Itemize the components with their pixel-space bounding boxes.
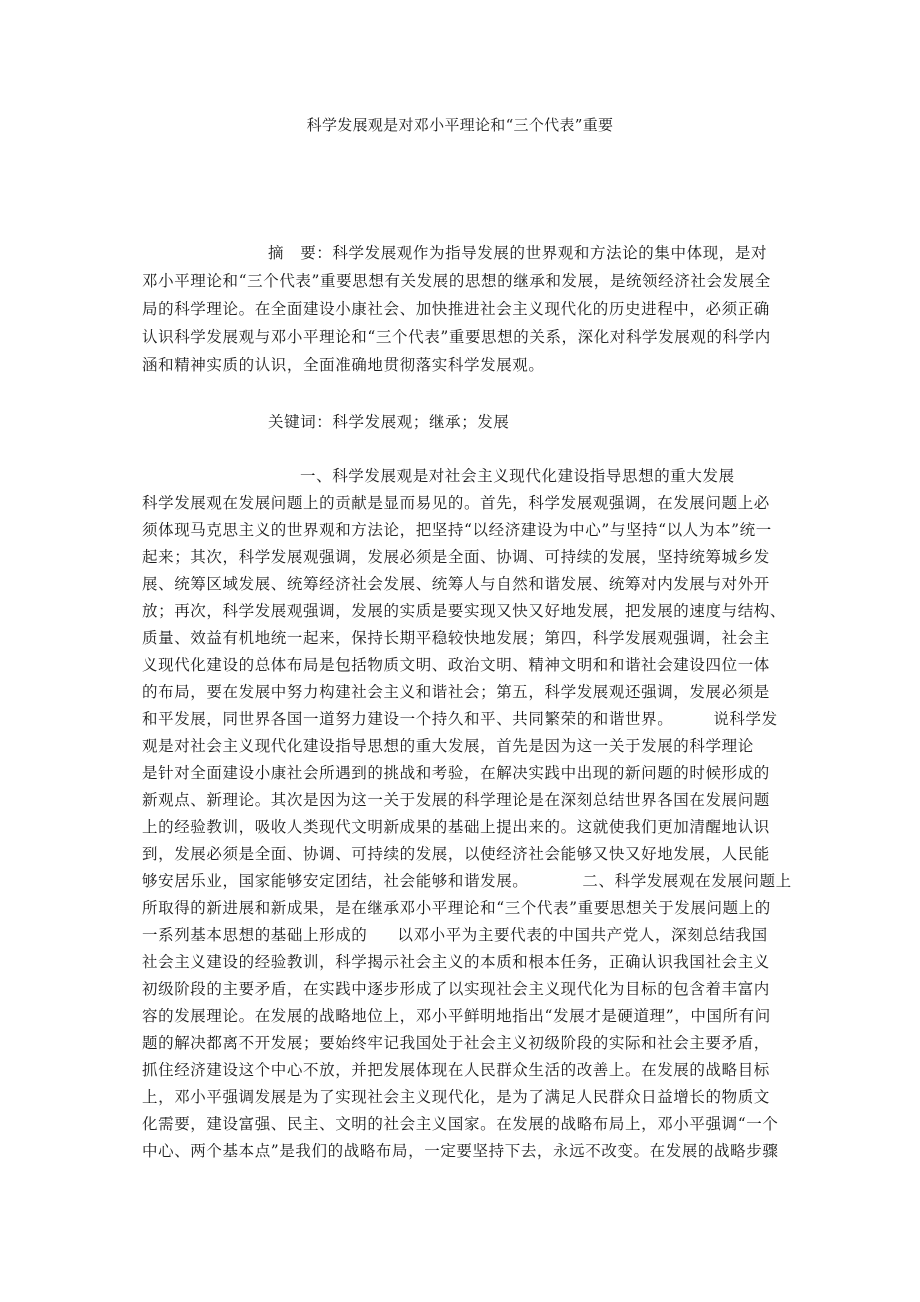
body-segment: 以邓小平为主要代表的中国共产党人，深刻总结我国 xyxy=(397,926,768,944)
body-line: 容的发展理论。在发展的战略地位上，邓小平鲜明地指出“发展才是硬道理”，中国所有问 xyxy=(142,1007,771,1025)
abstract-line-2: 邓小平理论和“三个代表”重要思想有关发展的思想的继承和发展，是统领经济社会发展全 xyxy=(142,272,771,290)
body-line: 须体现马克思主义的世界观和方法论，把坚持“以经济建设为中心”与坚持“以人为本”统一 xyxy=(142,521,772,539)
body-segment: 够安居乐业，国家能够安定团结，社会能够和谐发展。 xyxy=(142,872,529,890)
section-heading-2: 二、科学发展观在发展问题上 xyxy=(582,872,792,890)
body-segment: 说科学发 xyxy=(713,710,778,728)
body-line: 起来；其次，科学发展观强调，发展必须是全面、协调、可持续的发展，坚持统筹城乡发 xyxy=(142,548,770,566)
body-line: 观是对社会主义现代化建设指导思想的重大发展，首先是因为这一关于发展的科学理论 xyxy=(142,737,754,755)
page-title: 科学发展观是对邓小平理论和“三个代表”重要 xyxy=(306,116,614,134)
body-line-mixed xyxy=(142,706,778,732)
body-line: 放；再次，科学发展观强调，发展的实质是要实现又快又好地发展，把发展的速度与结构、 xyxy=(142,602,787,620)
body-line: 展、统筹区域发展、统筹经济社会发展、统筹人与自然和谐发展、统筹对内发展与对外开 xyxy=(142,575,770,593)
body-line: 题的解决都离不开发展；要始终牢记我国处于社会主义初级阶段的实际和社会主要矛盾， xyxy=(142,1034,770,1052)
section-heading-1: 一、科学发展观是对社会主义现代化建设指导思想的重大发展 xyxy=(300,467,735,485)
body-line: 中心、两个基本点”是我们的战略布局，一定要坚持下去，永远不改变。在发展的战略步骤 xyxy=(142,1142,779,1160)
body-line: 上，邓小平强调发展是为了实现社会主义现代化，是为了满足人民群众日益增长的物质文 xyxy=(142,1088,770,1106)
body-line: 到，发展必须是全面、协调、可持续的发展，以使经济社会能够又快又好地发展，人民能 xyxy=(142,845,770,863)
body-line-mixed xyxy=(142,922,768,948)
body-line: 新观点、新理论。其次是因为这一关于发展的科学理论是在深刻总结世界各国在发展问题 xyxy=(142,791,770,809)
body-line: 科学发展观在发展问题上的贡献是显而易见的。首先，科学发展观强调，在发展问题上必 xyxy=(142,494,770,512)
body-segment: 和平发展，同世界各国一道努力建设一个持久和平、共同繁荣的和谐世界。 xyxy=(142,710,674,728)
body-line: 是针对全面建设小康社会所遇到的挑战和考验，在解决实践中出现的新问题的时候形成的 xyxy=(142,764,770,782)
keywords: 关键词：科学发展观；继承；发展 xyxy=(268,413,510,431)
body-line-mixed xyxy=(142,868,792,894)
body-line: 社会主义建设的经验教训，科学揭示社会主义的本质和根本任务，正确认识我国社会主义 xyxy=(142,953,770,971)
body-line: 的布局，要在发展中努力构建社会主义和谐社会；第五，科学发展观还强调，发展必须是 xyxy=(142,683,770,701)
abstract-line-3: 局的科学理论。在全面建设小康社会、加快推进社会主义现代化的历史进程中，必须正确 xyxy=(142,300,770,318)
body-line: 上的经验教训，吸收人类现代文明新成果的基础上提出来的。这就使我们更加清醒地认识 xyxy=(142,818,770,836)
body-line: 化需要，建设富强、民主、文明的社会主义国家。在发展的战略布局上，邓小平强调“一个 xyxy=(142,1115,779,1133)
body-line: 质量、效益有机地统一起来，保持长期平稳较快地发展；第四，科学发展观强调，社会主 xyxy=(142,629,770,647)
body-line: 抓住经济建设这个中心不放，并把发展体现在人民群众生活的改善上。在发展的战略目标 xyxy=(142,1061,770,1079)
body-line: 初级阶段的主要矛盾，在实践中逐步形成了以实现社会主义现代化为目标的包含着丰富内 xyxy=(142,980,770,998)
abstract-line-1: 摘 要：科学发展观作为指导发展的世界观和方法论的集中体现，是对 xyxy=(268,244,768,262)
abstract-line-4: 认识科学发展观与邓小平理论和“三个代表”重要思想的关系，深化对科学发展观的科学内 xyxy=(142,328,771,346)
body-line: 义现代化建设的总体布局是包括物质文明、政治文明、精神文明和和谐社会建设四位一体 xyxy=(142,656,770,674)
body-segment: 一系列基本思想的基础上形成的 xyxy=(142,926,368,944)
body-line: 所取得的新进展和新成果，是在继承邓小平理论和“三个代表”重要思想关于发展问题上的 xyxy=(142,899,771,917)
abstract-line-5: 涵和精神实质的认识，全面准确地贯彻落实科学发展观。 xyxy=(142,356,545,374)
